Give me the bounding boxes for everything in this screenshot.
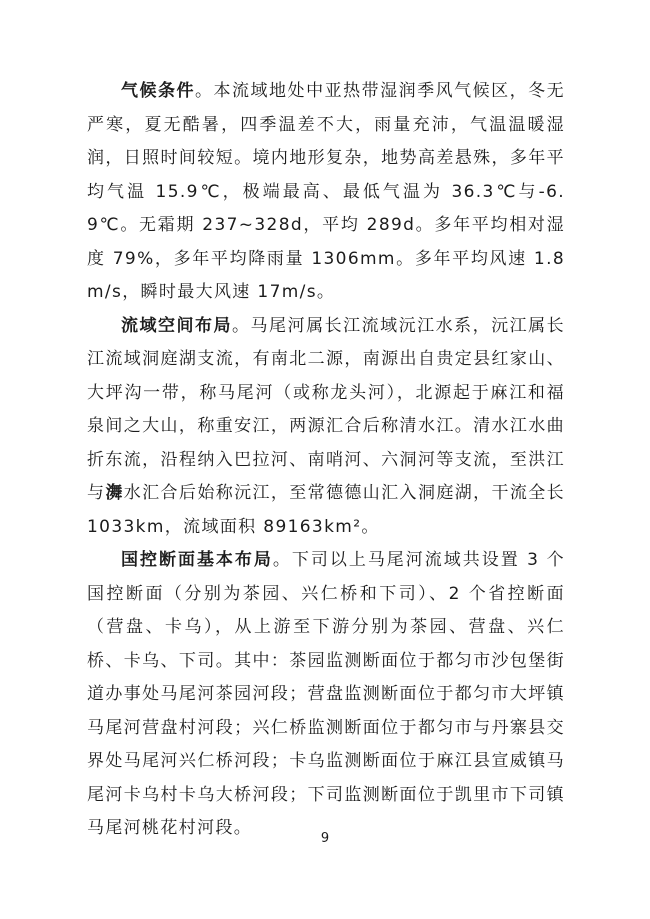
paragraph-national-control-sections-layout: [87, 544, 565, 846]
page-number: 9: [320, 831, 330, 846]
document-body: [87, 75, 565, 846]
text-run: 水汇合后始称沅江，至常德德山汇入洞庭湖，干流全长 1033km，流域面积 89163km²。: [87, 483, 565, 537]
text-run: 。马尾河属长江流域沅江水系，沅江属长江流域洞庭湖支流，有南北二源，南源出自贵定县红家山、大坪沟一带，称马尾河（或称龙头河），北源起于麻江和福泉间之大山，称重安江，两源汇合后称清水江。清水江水曲折东流，沿程纳入巴拉河、南哨河、六洞河等支流，至洪江与: [87, 315, 565, 503]
bold-text-run: 㵲: [105, 483, 124, 503]
bold-text-run: 流域空间布局: [121, 315, 233, 336]
text-run: 。下司以上马尾河流域共设置 3 个国控断面（分别为茶园、兴仁桥和下司）、2 个省控断面（营盘、卡乌），从上游至下游分别为茶园、营盘、兴仁桥、卡乌、下司。其中：茶园监测断面位于都匀市沙包堡街道办事处马尾河茶园河段；营盘监测断面位于都匀市大坪镇马尾河营盘村河段；兴仁桥监测断面位于都匀市与丹寨县交界处马尾河兴仁桥河段；卡乌监测断面位于麻江县宣威镇马尾河卡乌村卡乌大桥河段；下司监测断面位于凯里市下司镇马尾河桃花村河段。: [87, 550, 565, 838]
paragraph-basin-spatial-layout: [87, 310, 565, 545]
paragraph-climate-conditions: [87, 75, 565, 310]
bold-text-run: 气候条件: [121, 81, 196, 101]
text-run: 。本流域地处中亚热带湿润季风气候区，冬无严寒，夏无酷暑，四季温差不大，雨量充沛，气温温暖湿润，日照时间较短。境内地形复杂，地势高差悬殊，多年平均气温 15.9℃，极端最高、最低气温为 36.3℃与-6.9℃。无霜期 237~328d，平均 289d。多年平均相对湿度 79%，多年平均降雨量 1306mm。多年平均风速 1.8m/s，瞬时最大风速 17m/s。: [87, 81, 565, 302]
bold-text-run: 国控断面基本布局: [121, 550, 273, 570]
